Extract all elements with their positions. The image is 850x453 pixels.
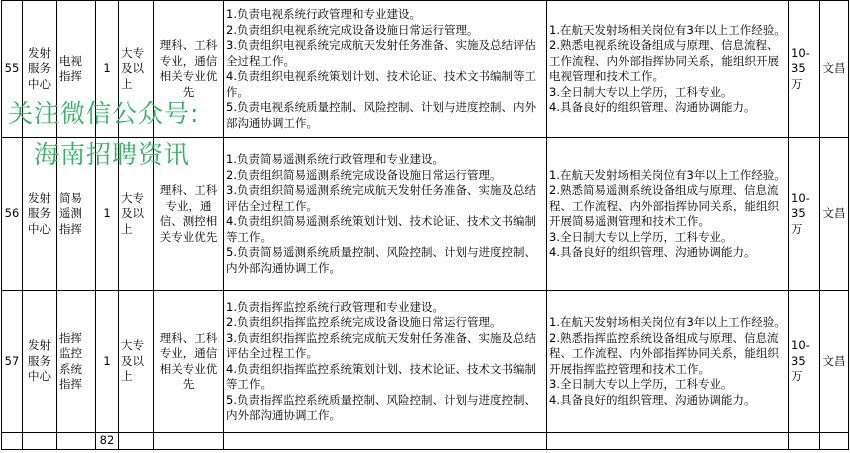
watermark-line-1: 关注微信公众号: [8,99,200,128]
requirement-line: 2.熟悉简易遥测系统设备组成与原理、信息流程、工作流程、内外部指挥协同关系，能组织开展简易遥测管理和技术工作。 [549,183,779,228]
requirement-line: 3.全日制大专以上学历，工科专业。 [549,377,733,391]
major-cell: 理科、工科专业，通信、测控相关专业优先 [154,138,224,291]
duty-line: 1.负责电视系统行政管理和专业建设。 [226,7,421,21]
major-cell: 理科、工科专业，通信相关专业优先 [154,1,224,138]
duty-line: 4.负责组织电视系统策划计划、技术论证、技术文书编制等工作。 [226,69,536,99]
duty-line: 5.负责电视系统质量控制、风险控制、计划与进度控制、内外部沟通协调工作。 [226,100,536,130]
salary-cell: 10-35万 [789,291,820,433]
requirement-line: 2.熟悉指挥监控系统设备组成与原理、信息流程、工作流程、内外部指挥协同关系，能组织开展指挥监控管理和技术工作。 [549,330,779,376]
unit-cell: 发射服务中心 [23,138,57,291]
duty-line: 2.负责组织电视系统完成设备设施日常运行管理。 [226,22,479,37]
unit-cell: 发射服务中心 [23,1,57,138]
count-cell: 1 [96,291,119,433]
empty-cell [2,433,23,450]
table-row [2,1,849,138]
requirement-line: 4.具备良好的组织管理、沟通协调能力。 [549,245,756,259]
requirements-cell [547,1,789,138]
duty-line: 5.负责指挥监控系统质量控制、风险控制、计划与进度控制、内外部沟通协调工作。 [226,392,536,422]
duties-cell [224,1,547,138]
empty-cell [547,433,789,450]
total-row [2,433,849,450]
unit-cell: 发射服务中心 [23,291,57,433]
education-cell: 大专及以上 [119,291,154,433]
count-cell: 1 [96,138,119,291]
requirement-line: 3.全日制大专以上学历，工科专业。 [549,84,733,99]
row-number: 56 [2,138,23,291]
requirement-line: 3.全日制大专以上学历，工科专业。 [549,229,733,244]
watermark-line-2: 海南招聘资讯 [34,140,191,169]
salary-cell: 10-35万 [789,138,820,291]
empty-cell [820,433,849,450]
position-cell: 电视指挥 [57,1,96,138]
requirements-cell [547,291,789,433]
count-cell: 1 [96,1,119,138]
empty-cell [23,433,57,450]
requirement-line: 2.熟悉电视系统设备组成与原理、信息流程、工作流程、内外部指挥协同关系，能组织开展电视管理和技术工作。 [549,38,779,83]
location-cell: 文昌 [820,138,849,291]
location-cell: 文昌 [820,291,849,433]
requirement-line: 1.在航天发射场相关岗位有3年以上工作经验。 [549,315,786,329]
duty-line: 4.负责组织指挥监控系统策划计划、技术论证、技术文书编制等工作。 [226,361,536,391]
empty-cell [789,433,820,450]
duty-line: 1.负责指挥监控系统行政管理和专业建设。 [226,299,444,314]
duty-line: 5.负责简易遥测系统质量控制、风险控制、计划与进度控制、内外部沟通协调工作。 [226,245,536,275]
duties-cell [224,138,547,291]
duties-cell [224,291,547,433]
recruitment-table [1,0,849,450]
position-cell: 简易遥测指挥 [57,138,96,291]
duty-line: 2.负责组织简易遥测系统完成设备设施日常运行管理。 [226,167,502,182]
duty-line: 4.负责组织简易遥测系统策划计划、技术论证、技术文书编制等工作。 [226,214,536,244]
requirement-line: 1.在航天发射场相关岗位有3年以上工作经验。 [549,22,786,37]
salary-cell: 10-35万 [789,1,820,138]
requirement-line: 4.具备良好的组织管理、沟通协调能力。 [549,392,756,407]
location-cell: 文昌 [820,1,849,138]
table-row [2,291,849,433]
requirement-line: 4.具备良好的组织管理、沟通协调能力。 [549,100,756,114]
table-row [2,138,849,291]
empty-cell [154,433,224,450]
empty-cell [224,433,547,450]
education-cell: 大专及以上 [119,138,154,291]
education-cell: 大专及以上 [119,1,154,138]
total-count: 82 [96,433,119,450]
duty-line: 2.负责组织指挥监控系统完成设备设施日常运行管理。 [226,315,502,329]
major-cell: 理科、工科专业，通信相关专业优先 [154,291,224,433]
empty-cell [57,433,96,450]
duty-line: 3.负责组织指挥监控系统完成航天发射任务准备、实施及总结评估全过程工作。 [226,330,536,360]
position-cell: 指挥监控系统指挥 [57,291,96,433]
requirements-cell [547,138,789,291]
duty-line: 1.负责简易遥测系统行政管理和专业建设。 [226,152,444,166]
requirement-line: 1.在航天发射场相关岗位有3年以上工作经验。 [549,167,786,182]
duty-line: 3.负责组织简易遥测系统完成航天发射任务准备、实施及总结评估全过程工作。 [226,183,536,213]
row-number: 57 [2,291,23,433]
duty-line: 3.负责组织电视系统完成航天发射任务准备、实施及总结评估全过程工作。 [226,38,536,68]
row-number: 55 [2,1,23,138]
empty-cell [119,433,154,450]
